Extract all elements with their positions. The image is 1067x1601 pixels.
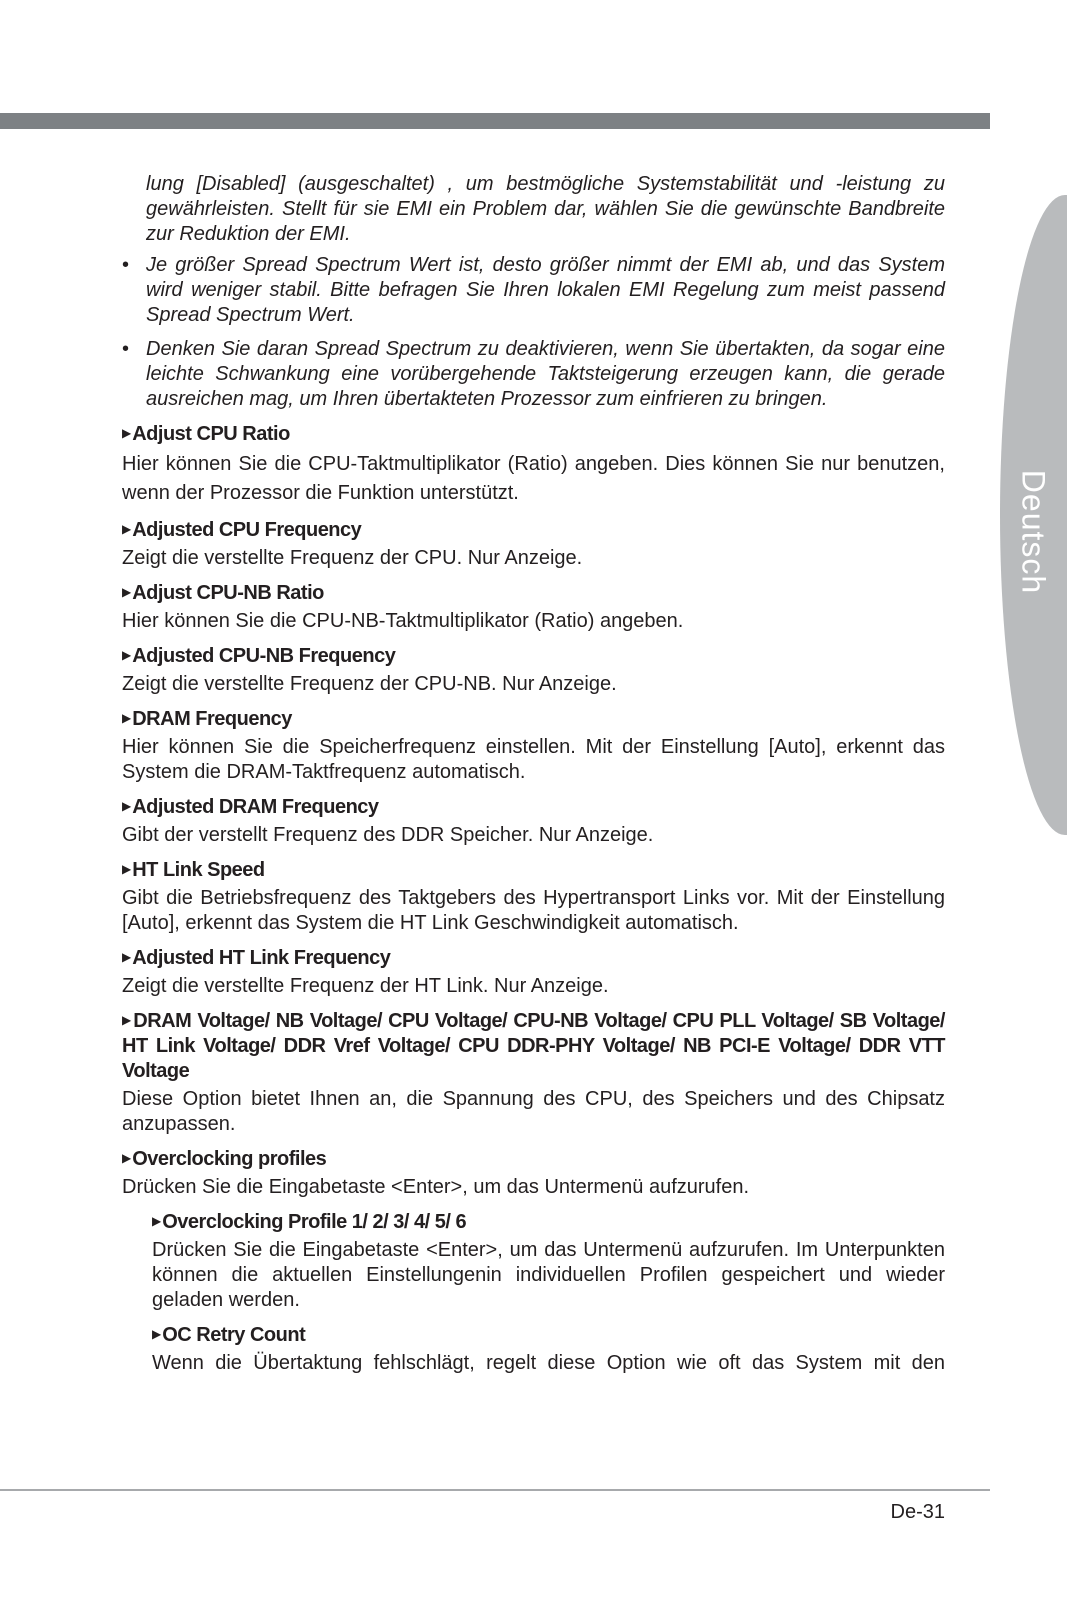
section-heading [122,945,945,971]
section-heading [152,1322,945,1348]
section-dram-frequency [122,706,945,785]
triangle-marker-icon: ▶ [122,522,132,536]
section-heading [122,1008,945,1084]
section-oc-retry-count [152,1322,945,1376]
section-description: Zeigt die verstellte Frequenz der CPU-NB. Nur Anzeige. [122,673,617,695]
section-adjust-cpu-ratio [122,421,945,508]
footer-rule [0,1489,990,1491]
section-description: Drücken Sie die Eingabetaste <Enter>, um das Untermenü aufzurufen. Im Unterpunkten können die aktuellen Einstellungenin individuellen Profilen gespeichert und wieder geladen werden. [152,1239,945,1311]
section-title: DRAM Voltage/ NB Voltage/ CPU Voltage/ CPU-NB Voltage/ CPU PLL Voltage/ SB Voltage/ HT Link Voltage/ DDR Vref Voltage/ CPU DDR-PHY Voltage/ NB PCI-E Voltage/ DDR VTT Voltage [122,1010,945,1082]
section-overclocking-profile-slots [152,1209,945,1313]
triangle-marker-icon: ▶ [122,585,132,599]
triangle-marker-icon: ▶ [122,799,132,813]
section-heading [122,421,945,447]
section-heading [122,1146,945,1172]
section-title: Adjust CPU Ratio [132,423,290,445]
section-description: Diese Option bietet Ihnen an, die Spannung des CPU, des Speichers und des Chipsatz anzupassen. [122,1088,945,1135]
triangle-marker-icon: ▶ [122,1151,132,1165]
bullet-text: Denken Sie daran Spread Spectrum zu deaktivieren, wenn Sie übertakten, da sogar eine leichte Schwankung eine vorübergehende Taktsteigerung erzeugen kann, die gerade ausreichen mag, um Ihren übertakteten Prozessor zum einfrieren zu bringen. [146,338,945,410]
page-content [122,172,945,1385]
section-description: Drücken Sie die Eingabetaste <Enter>, um das Untermenü aufzurufen. [122,1176,750,1198]
section-title: OC Retry Count [162,1324,306,1346]
section-title: Adjusted DRAM Frequency [132,796,379,818]
bullet-list [122,253,945,412]
section-heading [122,857,945,883]
section-heading [122,706,945,732]
triangle-marker-icon: ▶ [122,1013,133,1027]
bullet-text: Je größer Spread Spectrum Wert ist, desto größer nimmt der EMI ab, und das System wird weniger stabil. Bitte befragen Sie Ihren lokalen EMI Regelung zum meist passend Spread Spectrum Wert. [146,254,945,326]
section-description: Gibt der verstellt Frequenz des DDR Speicher. Nur Anzeige. [122,824,654,846]
section-description: Gibt die Betriebsfrequenz des Taktgebers des Hypertransport Links vor. Mit der Einstellung [Auto], erkennt das System die HT Link Geschwindigkeit automatisch. [122,887,945,934]
triangle-marker-icon: ▶ [122,862,132,876]
section-title: Adjusted CPU Frequency [132,519,362,541]
section-title: Overclocking profiles [132,1148,327,1170]
section-title: Overclocking Profile 1/ 2/ 3/ 4/ 5/ 6 [162,1211,467,1233]
bullet-dot: • [122,254,130,276]
triangle-marker-icon: ▶ [152,1214,162,1228]
section-adjust-cpu-nb-ratio [122,580,945,634]
triangle-marker-icon: ▶ [122,426,132,440]
section-description: Hier können Sie die CPU-NB-Taktmultiplikator (Ratio) angeben. [122,610,684,632]
section-description: Zeigt die verstellte Frequenz der CPU. Nur Anzeige. [122,547,583,569]
section-heading [122,580,945,606]
section-adjusted-ht-link-frequency [122,945,945,999]
section-title: Adjusted HT Link Frequency [132,947,391,969]
side-tab-label: Deutsch [1015,469,1052,595]
intro-paragraph: lung [Disabled] (ausgeschaltet) , um bestmögliche Systemstabilität und -leistung zu gewährleisten. Stellt für sie EMI ein Problem dar, wählen Sie die gewünschte Bandbreite zur Reduktion der EMI. [146,173,945,245]
bullet-item [122,253,945,328]
section-heading [152,1209,945,1235]
section-title: Adjust CPU-NB Ratio [132,582,324,604]
section-description: Hier können Sie die Speicherfrequenz einstellen. Mit der Einstellung [Auto], erkennt das System die DRAM-Taktfrequenz automatisch. [122,736,945,783]
section-ht-link-speed [122,857,945,936]
section-overclocking-profiles [122,1146,945,1200]
section-description: Wenn die Übertaktung fehlschlägt, regelt diese Option wie oft das System mit den [152,1352,945,1374]
section-title: Adjusted CPU-NB Frequency [132,645,396,667]
header-bar [0,113,990,129]
section-heading [122,643,945,669]
section-heading [122,794,945,820]
triangle-marker-icon: ▶ [122,648,132,662]
section-heading [122,517,945,543]
page-number: De-31 [890,1501,945,1523]
bullet-dot: • [122,338,130,360]
section-adjusted-cpu-frequency [122,517,945,571]
bullet-item [122,337,945,412]
triangle-marker-icon: ▶ [152,1327,162,1341]
section-voltages [122,1008,945,1137]
section-title: DRAM Frequency [132,708,292,730]
triangle-marker-icon: ▶ [122,711,132,725]
section-title: HT Link Speed [132,859,265,881]
section-description: Zeigt die verstellte Frequenz der HT Link. Nur Anzeige. [122,975,609,997]
section-description: Hier können Sie die CPU-Taktmultiplikator (Ratio) angeben. Dies können Sie nur benutzen, wenn der Prozessor die Funktion unterstützt. [122,453,945,504]
section-adjusted-dram-frequency [122,794,945,848]
triangle-marker-icon: ▶ [122,950,132,964]
section-adjusted-cpu-nb-frequency [122,643,945,697]
